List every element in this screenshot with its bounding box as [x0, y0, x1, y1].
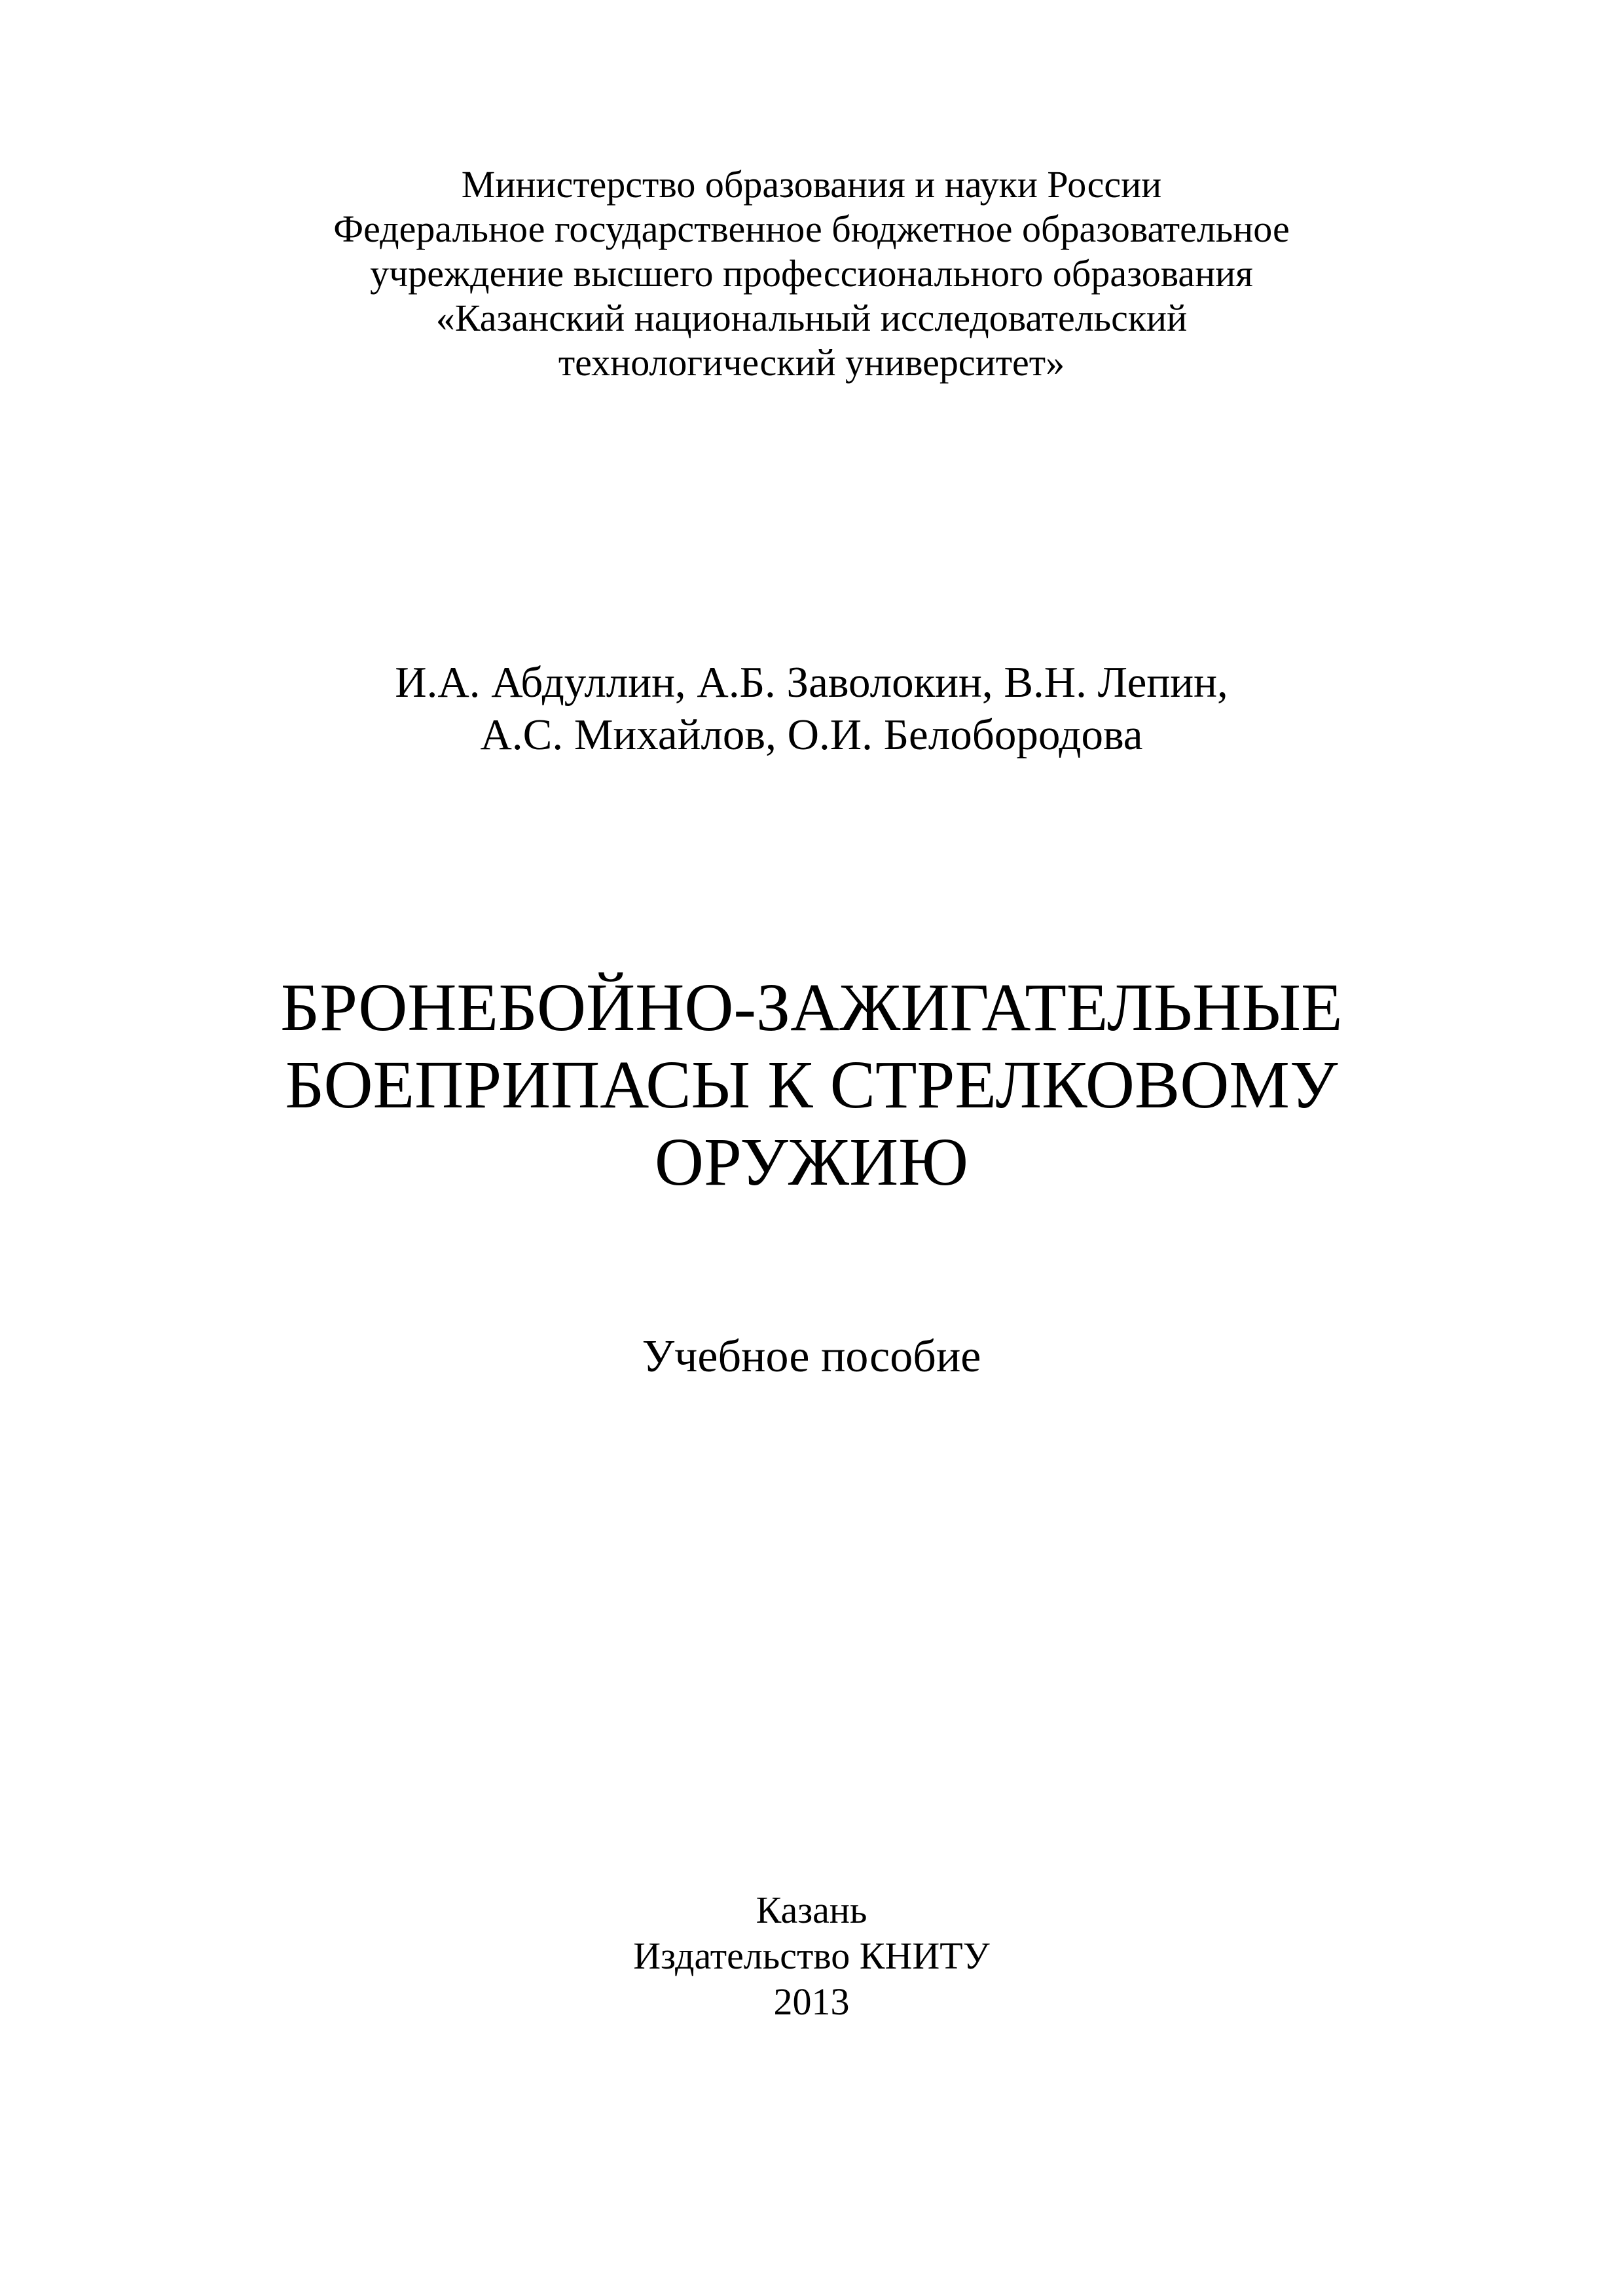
authors-line-2: А.С. Михайлов, О.И. Белобородова: [480, 711, 1143, 759]
ministry-line: Министерство образования и науки России: [461, 163, 1162, 206]
imprint-city: Казань: [756, 1889, 867, 1931]
institution-line-2: Федеральное государственное бюджетное образовательное: [333, 208, 1290, 250]
imprint: [0, 1887, 1623, 2025]
authors-line-1: И.А. Абдуллин, А.Б. Заволокин, В.Н. Лепин,: [395, 658, 1228, 707]
subtitle-text: Учебное пособие: [642, 1331, 981, 1382]
imprint-year: 2013: [773, 1980, 850, 2023]
title-line-3: ОРУЖИЮ: [654, 1124, 969, 1200]
institution-line-4: «Казанский национальный исследовательский: [435, 297, 1188, 339]
institution-line-3: учреждение высшего профессионального образования: [370, 252, 1253, 295]
institution-header: [0, 162, 1623, 385]
title-line-2: БОЕПРИПАСЫ К СТРЕЛКОВОМУ: [285, 1047, 1338, 1122]
institution-line-5: технологический университет»: [558, 341, 1065, 384]
imprint-publisher: Издательство КНИТУ: [633, 1935, 990, 1977]
book-subtitle: [0, 1329, 1623, 1384]
book-title: [0, 969, 1623, 1201]
title-line-1: БРОНЕБОЙНО-ЗАЖИГАТЕЛЬНЫЕ: [280, 970, 1343, 1045]
authors: [0, 656, 1623, 761]
